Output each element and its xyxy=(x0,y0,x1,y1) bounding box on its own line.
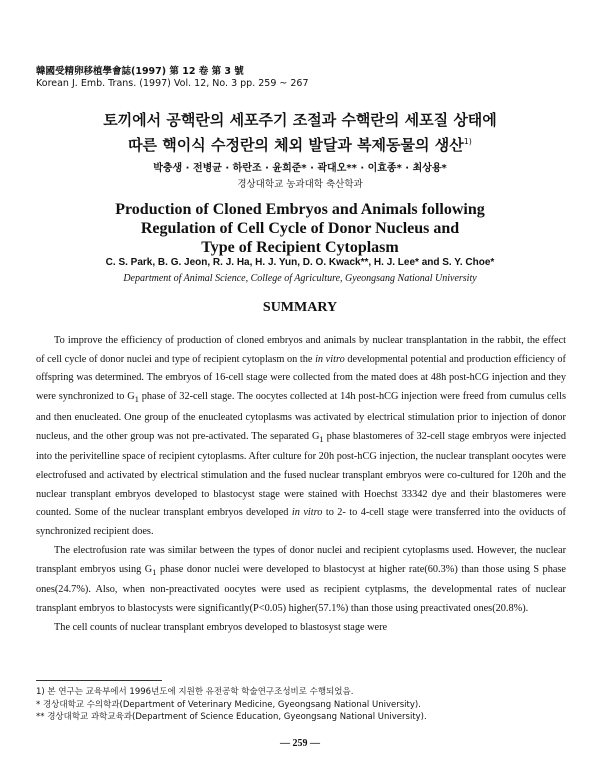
korean-title-line2-text: 따른 핵이식 수정란의 체외 발달과 복제동물의 생산 xyxy=(128,136,464,154)
p1-subscript-2: 1 xyxy=(319,433,324,444)
p2-subscript: 1 xyxy=(152,566,157,577)
english-title-line1: Production of Cloned Embryos and Animals following xyxy=(115,201,485,218)
paragraph-2 xyxy=(36,542,566,619)
english-authors: C. S. Park, B. G. Jeon, R. J. Ha, H. J. Yun, D. O. Kwack**, H. J. Lee* and S. Y. Choe* xyxy=(105,257,495,268)
paragraph-1 xyxy=(36,332,566,542)
summary-heading: SUMMARY xyxy=(262,300,338,315)
korean-title-line2 xyxy=(0,131,600,156)
korean-affiliation: 경상대학교 농과대학 축산학과 xyxy=(237,179,363,190)
journal-korean: 韓國受精卵移植學會誌(1997) 第 12 卷 第 3 號 xyxy=(36,66,244,77)
korean-title xyxy=(0,110,600,156)
english-title-line2: Regulation of Cell Cycle of Donor Nucleus and xyxy=(140,220,460,237)
footnotes xyxy=(36,686,576,724)
journal-english: Korean J. Emb. Trans. (1997) Vol. 12, No. 3 pp. 259 ~ 267 xyxy=(36,78,309,89)
p1-subscript-1: 1 xyxy=(134,394,139,405)
p1-text-b: developmental potential and production efficiency of offspring was determined. The embryos of 16-cell stage were collected from the mated does at 48h post-hCG injection and they were synchronized to G xyxy=(36,353,566,403)
footnote-1: 1) 본 연구는 교육부에서 1996년도에 지원한 유전공학 학술연구조성비로 수행되었음. xyxy=(36,687,354,697)
english-affiliation: Department of Animal Science, College of Agriculture, Gyeongsang National University xyxy=(123,273,477,284)
korean-authors: 박충생 · 전병균 · 하란조 · 윤희준* · 곽대오** · 이효종* · 최상용* xyxy=(153,163,447,174)
footnote-2: * 경상대학교 수의학과(Department of Veterinary Medicine, Gyeongsang National University). xyxy=(36,699,421,710)
p1-text-c: phase of 32-cell stage. The oocytes collected at 14h post-hCG injection were freed from cumulus cells and then enucleated. One group of the enucleated cytoplasms was activated by electrical stimulation prior to injection of donor nucleus, and the other group was not pre-activated. The separated G xyxy=(36,391,566,442)
p1-text-a: To improve the efficiency of production of cloned embryos and animals by nuclear transplantation in the rabbit, the effect of cell cycle of donor nuclei and type of recipient cytoplasm on the xyxy=(36,335,566,365)
journal-citation xyxy=(36,66,309,90)
page-number: — 259 — xyxy=(280,738,320,749)
p1-in-vitro: in vitro xyxy=(315,353,345,365)
korean-title-line1: 토끼에서 공핵란의 세포주기 조절과 수핵란의 세포질 상태에 xyxy=(103,111,497,129)
p1-text-d: phase blastomeres of 32-cell stage embryos were injected into the perivitelline space of recipient cytoplasms. After culture for 20h post-hCG injection, the nuclear transplant oocytes were electrofused and activated by electrical stimulation and the fused nuclear transplant embryos were co-cultured for 120h and the nuclear transplant embryos developed to blastocyst stage were stained with Hoechst 33342 dye and their blastomeres were counted. Some of the nuclear transplant embryos developed xyxy=(36,430,566,519)
p2-text-b: phase donor nuclei were developed to blastocyst at higher rate(60.3%) than those using S phase ones(24.7%). Also, when non-preactivated oocytes were used as recipient cytplasms, the developmental rates of nuclear transplant embryos to blastocysts were significantly(P<0.05) higher(57.1%) than those using preactivated ones(20.8%). xyxy=(36,563,566,614)
english-title xyxy=(0,200,600,257)
title-footnote-mark: 1) xyxy=(463,137,472,146)
english-title-line3: Type of Recipient Cytoplasm xyxy=(201,239,399,256)
footnote-3: ** 경상대학교 과학교육과(Department of Science Education, Gyeongsang National University). xyxy=(36,712,427,722)
summary-body xyxy=(36,332,566,637)
p2-text-a: The electrofusion rate was similar between the types of donor nuclei and recipient cytoplasms used. However, the nuclear transplant embryos using G xyxy=(36,544,566,575)
footnote-divider xyxy=(36,680,162,681)
p1-text-e: to 2- to 4-cell stage were transferred into the oviducts of synchronized recipient does. xyxy=(36,507,566,538)
p1-in-vitro-2: in vitro xyxy=(291,507,323,519)
paragraph-3: The cell counts of nuclear transplant embryos developed to blastosyst stage were xyxy=(54,621,388,633)
